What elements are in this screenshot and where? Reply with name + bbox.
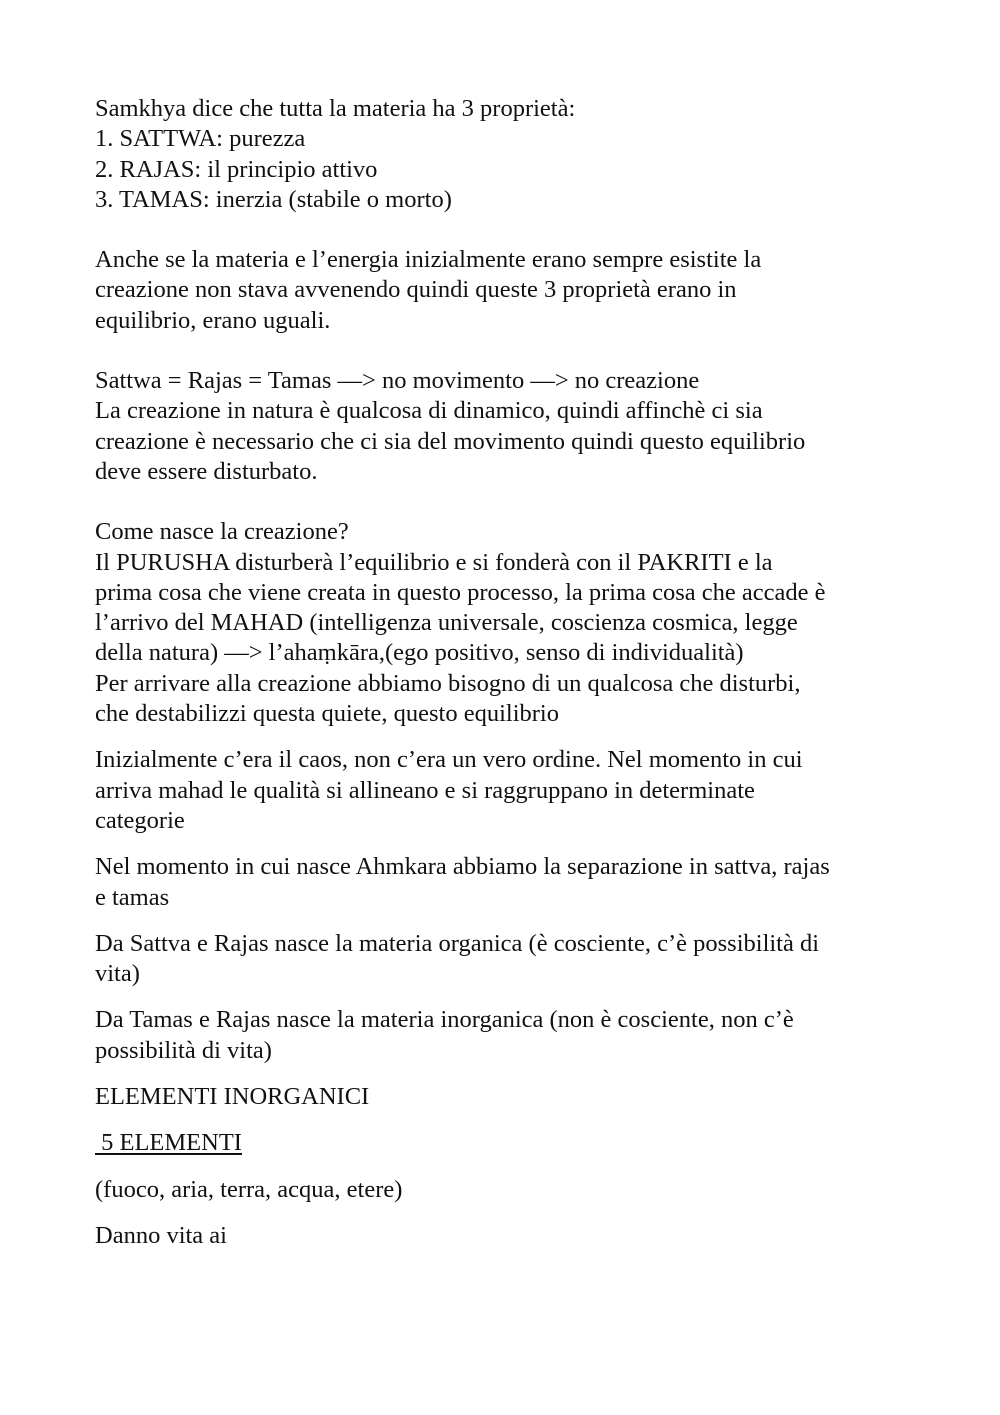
paragraph-line: Da Sattva e Rajas nasce la materia organica (è cosciente, c’è possibilità di: [95, 929, 820, 957]
paragraph-line: equilibrio, erano uguali.: [95, 306, 331, 334]
intro-sentence: Samkhya dice che tutta la materia ha 3 proprietà:: [95, 95, 576, 122]
paragraph-line: possibilità di vita): [95, 1036, 272, 1064]
paragraph-line: creazione non stava avvenendo quindi queste 3 proprietà erano in: [95, 276, 737, 304]
paragraph-line: arriva mahad le qualità si allineano e si raggruppano in determinate: [95, 776, 755, 804]
paragraph-movimento: [95, 366, 915, 487]
heading-elementi-inorganici: ELEMENTI INORGANICI: [95, 1083, 370, 1111]
paragraph-line: Nel momento in cui nasce Ahmkara abbiamo la separazione in sattva, rajas: [95, 853, 830, 881]
paragraph-line: Anche se la materia e l’energia inizialmente erano sempre esistite la: [95, 246, 762, 274]
paragraph-line: vita): [95, 960, 140, 988]
paragraph-line: Per arrivare alla creazione abbiamo bisogno di un qualcosa che disturbi,: [95, 669, 801, 697]
paragraph-line: l’arrivo del MAHAD (intelligenza universale, coscienza cosmica, legge: [95, 609, 798, 637]
elementi-list: (fuoco, aria, terra, acqua, etere): [95, 1175, 403, 1203]
paragraph-line: creazione è necessario che ci sia del movimento quindi questo equilibrio: [95, 427, 806, 455]
paragraph-line: Da Tamas e Rajas nasce la materia inorganica (non è cosciente, non c’è: [95, 1006, 794, 1034]
list-item-sattwa: 1. SATTWA: purezza: [95, 125, 306, 153]
closing-line: Danno vita ai: [95, 1221, 227, 1249]
list-item-rajas: 2. RAJAS: il principio attivo: [95, 155, 378, 183]
paragraph-nascita: [95, 517, 915, 729]
paragraph-line: Inizialmente c’era il caos, non c’era un vero ordine. Nel momento in cui: [95, 746, 803, 774]
intro-block: [95, 94, 915, 215]
paragraph-line: categorie: [95, 806, 185, 834]
paragraph-line: Come nasce la creazione?: [95, 518, 349, 546]
paragraph-line: che destabilizzi questa quiete, questo equilibrio: [95, 700, 559, 728]
paragraph-equilibrio: [95, 245, 915, 336]
heading-5-elementi: 5 ELEMENTI: [95, 1129, 242, 1157]
paragraph-line: Sattwa = Rajas = Tamas —> no movimento —> no creazione: [95, 367, 700, 395]
paragraph-line: della natura) —> l’ahaṃkāra,(ego positivo, senso di individualità): [95, 639, 744, 667]
paragraph-organica: [95, 929, 915, 990]
paragraph-line: e tamas: [95, 883, 170, 911]
paragraph-line: prima cosa che viene creata in questo processo, la prima cosa che accade è: [95, 578, 826, 606]
paragraph-inorganica: [95, 1005, 915, 1066]
document-page: [95, 94, 915, 1251]
paragraph-caos: [95, 745, 915, 836]
paragraph-line: deve essere disturbato.: [95, 457, 318, 485]
paragraph-ahmkara: [95, 852, 915, 913]
list-item-tamas: 3. TAMAS: inerzia (stabile o morto): [95, 185, 452, 213]
paragraph-line: Il PURUSHA disturberà l’equilibrio e si fonderà con il PAKRITI e la: [95, 548, 773, 576]
paragraph-line: La creazione in natura è qualcosa di dinamico, quindi affinchè ci sia: [95, 397, 763, 425]
